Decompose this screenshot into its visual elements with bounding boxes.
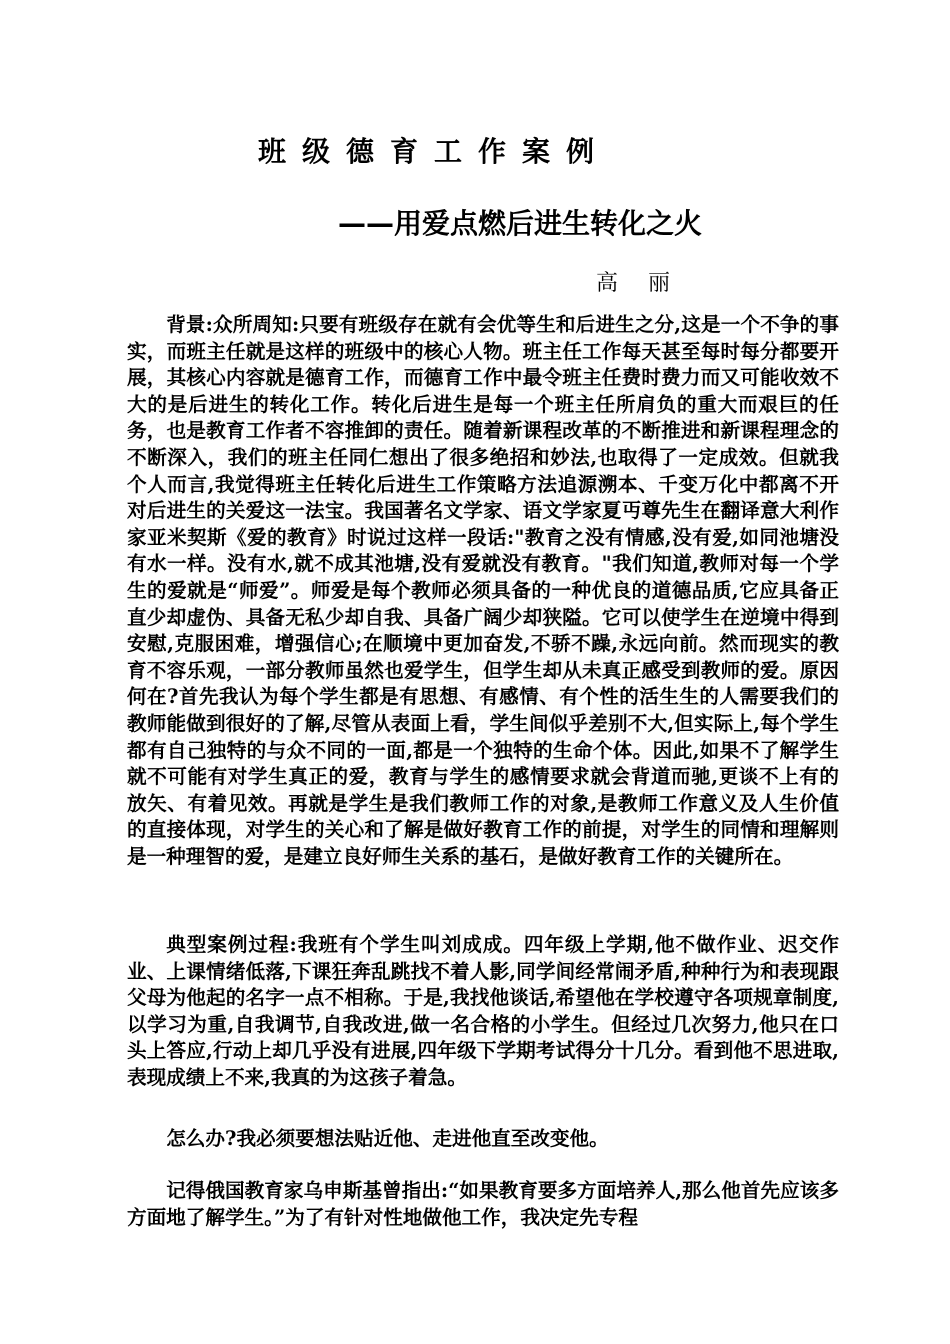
paragraph-background: 背景:众所周知:只要有班级存在就有会优等生和后进生之分,这是一个不争的事实，而班主任就是这样的班级中的核心人物。班主任工作每天甚至每时每分都要开展，其核心内容就是德育工作，而德育工作中最令班主任费时费力而又可能收效不大的是后进生的转化工作。转化后进生是每一个班主任所肩负的重大而艰巨的任务，也是教育工作者不容推卸的责任。随着新课程改革的不断推进和新课程理念的不断深入，我们的班主任同仁想出了很多绝招和妙法,也取得了一定成效。但就我个人而言,我觉得班主任转化后进生工作策略方法追源溯本、千变万化中都离不开对后进生的关爱这一法宝。我国著名文学家、语文学家夏丏尊先生在翻译意大利作家亚米契斯《爱的教育》时说过这样一段话:"教育之没有情感,没有爱,如同池塘没有水一样。没有水,就不成其池塘,没有爱就没有教育。"我们知道,教师对每一个学生的爱就是“师爱”。师爱是每个教师必须具备的一种优良的道德品质,它应具备正直少却虚伪、具备无私少却自我、具备广阔少却狭隘。它可以使学生在逆境中得到安慰,克服困难，增强信心;在顺境中更加奋发,不骄不躁,永远向前。然而现实的教育不容乐观，一部分教师虽然也爱学生，但学生却从未真正感受到教师的爱。原因何在?首先我认为每个学生都是有思想、有感情、有个性的活生生的人需要我们的教师能做到很好的了解,尽管从表面上看，学生间似乎差别不大,但实际上,每个学生都有自己独特的与众不同的一面,都是一个独特的生命个体。因此,如果不了解学生就不可能有对学生真正的爱，教育与学生的感情要求就会背道而驰,更谈不上有的放矢、有着见效。再就是学生是我们教师工作的对象,是教师工作意义及人生价值的直接体现，对学生的关心和了解是做好教育工作的前提，对学生的同情和理解则是一种理智的爱，是建立良好师生关系的基石，是做好教育工作的关键所在。 xyxy=(127,313,839,868)
document-subtitle: ——用爱点燃后进生转化之火 xyxy=(338,207,703,240)
paragraph-case-process: 典型案例过程:我班有个学生叫刘成成。四年级上学期,他不做作业、迟交作业、上课情绪低落,下课狂奔乱跳找不着人影,同学间经常闹矛盾,种种行为和表现跟父母为他起的名字一点不相称。于是,我找他谈话,希望他在学校遵守各项规章制度,以学习为重,自我调节,自我改进,做一名合格的小学生。但经过几次努力,他只在口头上答应,行动上却几乎没有进展,四年级下学期考试得分十几分。看到他不思进取,表现成绩上不来,我真的为这孩子着急。 xyxy=(127,933,839,1089)
paragraph-how: 怎么办?我必须要想法贴近他、走进他直至改变他。 xyxy=(166,1127,609,1150)
paragraph-recall: 记得俄国教育家乌申斯基曾指出:“如果教育要多方面培养人,那么他首先应该多方面地了解学生。”为了有针对性地做他工作，我决定先专程 xyxy=(127,1179,839,1229)
author-name: 高丽 xyxy=(596,271,701,296)
document-title: 班级德育工作案例 xyxy=(258,135,611,168)
